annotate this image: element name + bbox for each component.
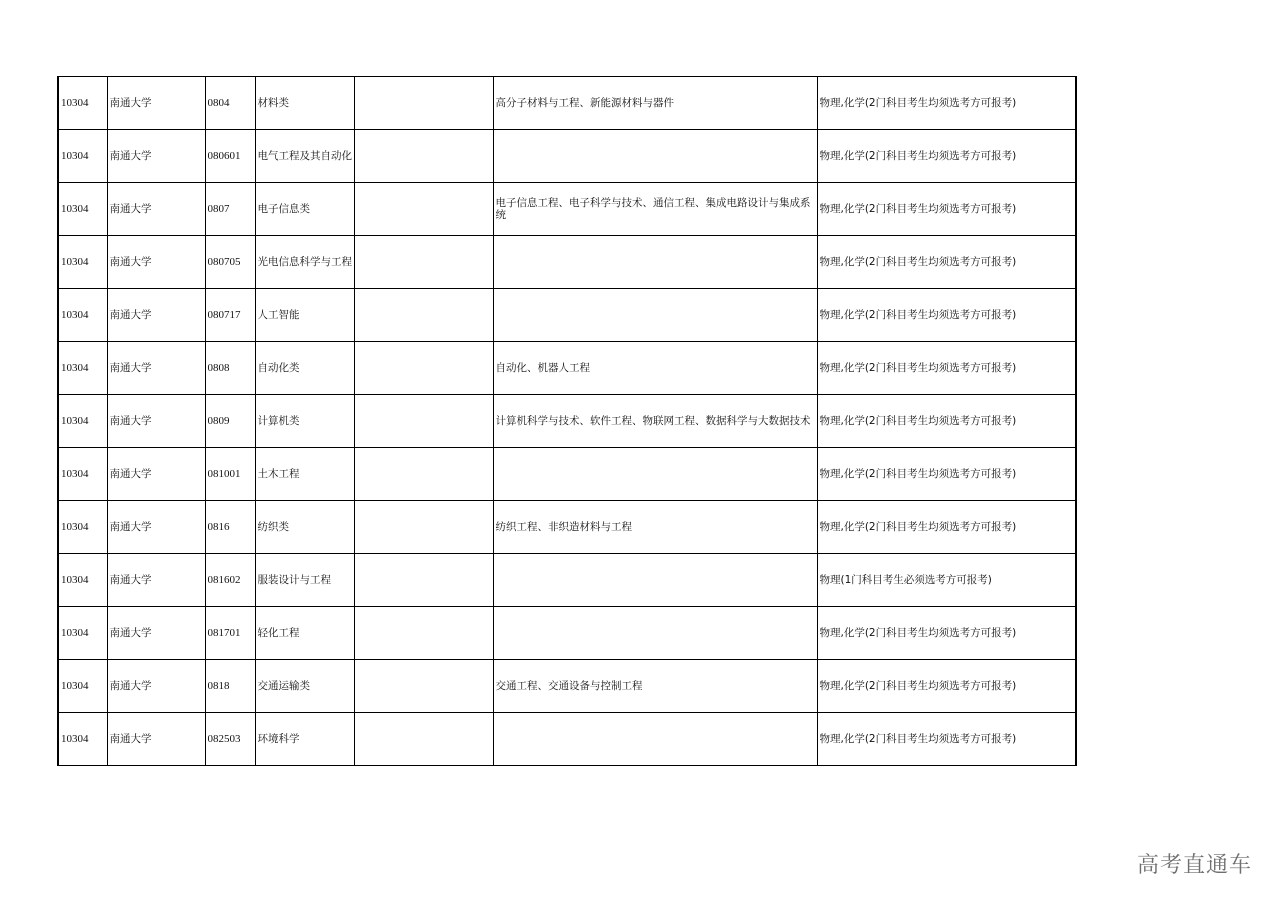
school-code-cell: 10304 — [58, 183, 107, 236]
major-name-cell: 电子信息类 — [255, 183, 354, 236]
school-code-cell: 10304 — [58, 607, 107, 660]
included-majors-cell — [493, 554, 817, 607]
subject-requirement-cell: 物理,化学(2门科目考生均须选考方可报考) — [817, 607, 1076, 660]
major-code-cell: 080705 — [205, 236, 255, 289]
major-code-cell: 0809 — [205, 395, 255, 448]
included-majors-cell: 计算机科学与技术、软件工程、物联网工程、数据科学与大数据技术 — [493, 395, 817, 448]
school-code-cell: 10304 — [58, 501, 107, 554]
school-name-cell: 南通大学 — [107, 607, 205, 660]
table-row — [58, 607, 1076, 660]
blank-cell — [354, 554, 493, 607]
subject-requirement-cell: 物理,化学(2门科目考生均须选考方可报考) — [817, 183, 1076, 236]
school-name-cell: 南通大学 — [107, 289, 205, 342]
major-name-cell: 服装设计与工程 — [255, 554, 354, 607]
blank-cell — [354, 607, 493, 660]
included-majors-cell — [493, 130, 817, 183]
included-majors-cell — [493, 607, 817, 660]
subject-requirement-cell: 物理,化学(2门科目考生均须选考方可报考) — [817, 130, 1076, 183]
major-name-cell: 光电信息科学与工程 — [255, 236, 354, 289]
school-code-cell: 10304 — [58, 342, 107, 395]
subject-requirement-cell: 物理,化学(2门科目考生均须选考方可报考) — [817, 395, 1076, 448]
school-name-cell: 南通大学 — [107, 713, 205, 766]
subject-requirement-cell: 物理,化学(2门科目考生均须选考方可报考) — [817, 342, 1076, 395]
table-row — [58, 713, 1076, 766]
major-name-cell: 自动化类 — [255, 342, 354, 395]
major-name-cell: 电气工程及其自动化 — [255, 130, 354, 183]
included-majors-cell — [493, 289, 817, 342]
major-code-cell: 081001 — [205, 448, 255, 501]
included-majors-cell: 电子信息工程、电子科学与技术、通信工程、集成电路设计与集成系统 — [493, 183, 817, 236]
major-name-cell: 纺织类 — [255, 501, 354, 554]
major-name-cell: 人工智能 — [255, 289, 354, 342]
school-name-cell: 南通大学 — [107, 448, 205, 501]
school-name-cell: 南通大学 — [107, 77, 205, 130]
major-name-cell: 计算机类 — [255, 395, 354, 448]
subject-requirement-cell: 物理(1门科目考生必须选考方可报考) — [817, 554, 1076, 607]
major-code-cell: 0807 — [205, 183, 255, 236]
major-code-cell: 0816 — [205, 501, 255, 554]
school-code-cell: 10304 — [58, 130, 107, 183]
school-name-cell: 南通大学 — [107, 395, 205, 448]
blank-cell — [354, 130, 493, 183]
major-code-cell: 082503 — [205, 713, 255, 766]
blank-cell — [354, 236, 493, 289]
included-majors-cell — [493, 448, 817, 501]
subject-requirement-cell: 物理,化学(2门科目考生均须选考方可报考) — [817, 289, 1076, 342]
major-name-cell: 土木工程 — [255, 448, 354, 501]
blank-cell — [354, 501, 493, 554]
subject-requirement-cell: 物理,化学(2门科目考生均须选考方可报考) — [817, 501, 1076, 554]
blank-cell — [354, 395, 493, 448]
table-row — [58, 342, 1076, 395]
school-name-cell: 南通大学 — [107, 660, 205, 713]
table-row — [58, 130, 1076, 183]
major-name-cell: 材料类 — [255, 77, 354, 130]
blank-cell — [354, 183, 493, 236]
school-code-cell: 10304 — [58, 554, 107, 607]
school-name-cell: 南通大学 — [107, 130, 205, 183]
subject-requirement-cell: 物理,化学(2门科目考生均须选考方可报考) — [817, 236, 1076, 289]
table-row — [58, 554, 1076, 607]
blank-cell — [354, 77, 493, 130]
subject-requirement-cell: 物理,化学(2门科目考生均须选考方可报考) — [817, 660, 1076, 713]
major-code-cell: 081701 — [205, 607, 255, 660]
included-majors-cell — [493, 713, 817, 766]
included-majors-cell: 纺织工程、非织造材料与工程 — [493, 501, 817, 554]
table-row — [58, 395, 1076, 448]
included-majors-cell: 高分子材料与工程、新能源材料与器件 — [493, 77, 817, 130]
subject-requirement-cell: 物理,化学(2门科目考生均须选考方可报考) — [817, 77, 1076, 130]
blank-cell — [354, 289, 493, 342]
subject-requirements-table — [57, 76, 1077, 766]
subject-requirement-cell: 物理,化学(2门科目考生均须选考方可报考) — [817, 448, 1076, 501]
table-row — [58, 289, 1076, 342]
blank-cell — [354, 448, 493, 501]
school-name-cell: 南通大学 — [107, 554, 205, 607]
major-name-cell: 交通运输类 — [255, 660, 354, 713]
school-code-cell: 10304 — [58, 236, 107, 289]
major-name-cell: 轻化工程 — [255, 607, 354, 660]
watermark-text: 高考直通车 — [1136, 853, 1252, 878]
table-row — [58, 236, 1076, 289]
table-row — [58, 448, 1076, 501]
table-row — [58, 183, 1076, 236]
major-code-cell: 0818 — [205, 660, 255, 713]
included-majors-cell: 自动化、机器人工程 — [493, 342, 817, 395]
major-code-cell: 0804 — [205, 77, 255, 130]
subject-requirement-cell: 物理,化学(2门科目考生均须选考方可报考) — [817, 713, 1076, 766]
included-majors-cell: 交通工程、交通设备与控制工程 — [493, 660, 817, 713]
school-code-cell: 10304 — [58, 395, 107, 448]
school-name-cell: 南通大学 — [107, 342, 205, 395]
blank-cell — [354, 713, 493, 766]
major-code-cell: 080601 — [205, 130, 255, 183]
school-code-cell: 10304 — [58, 660, 107, 713]
blank-cell — [354, 342, 493, 395]
table-body — [58, 77, 1076, 766]
included-majors-cell — [493, 236, 817, 289]
school-name-cell: 南通大学 — [107, 236, 205, 289]
major-code-cell: 080717 — [205, 289, 255, 342]
school-code-cell: 10304 — [58, 77, 107, 130]
school-name-cell: 南通大学 — [107, 501, 205, 554]
school-code-cell: 10304 — [58, 448, 107, 501]
blank-cell — [354, 660, 493, 713]
major-code-cell: 0808 — [205, 342, 255, 395]
table-row — [58, 77, 1076, 130]
major-code-cell: 081602 — [205, 554, 255, 607]
major-name-cell: 环境科学 — [255, 713, 354, 766]
school-code-cell: 10304 — [58, 289, 107, 342]
table-row — [58, 501, 1076, 554]
school-code-cell: 10304 — [58, 713, 107, 766]
school-name-cell: 南通大学 — [107, 183, 205, 236]
table-row — [58, 660, 1076, 713]
